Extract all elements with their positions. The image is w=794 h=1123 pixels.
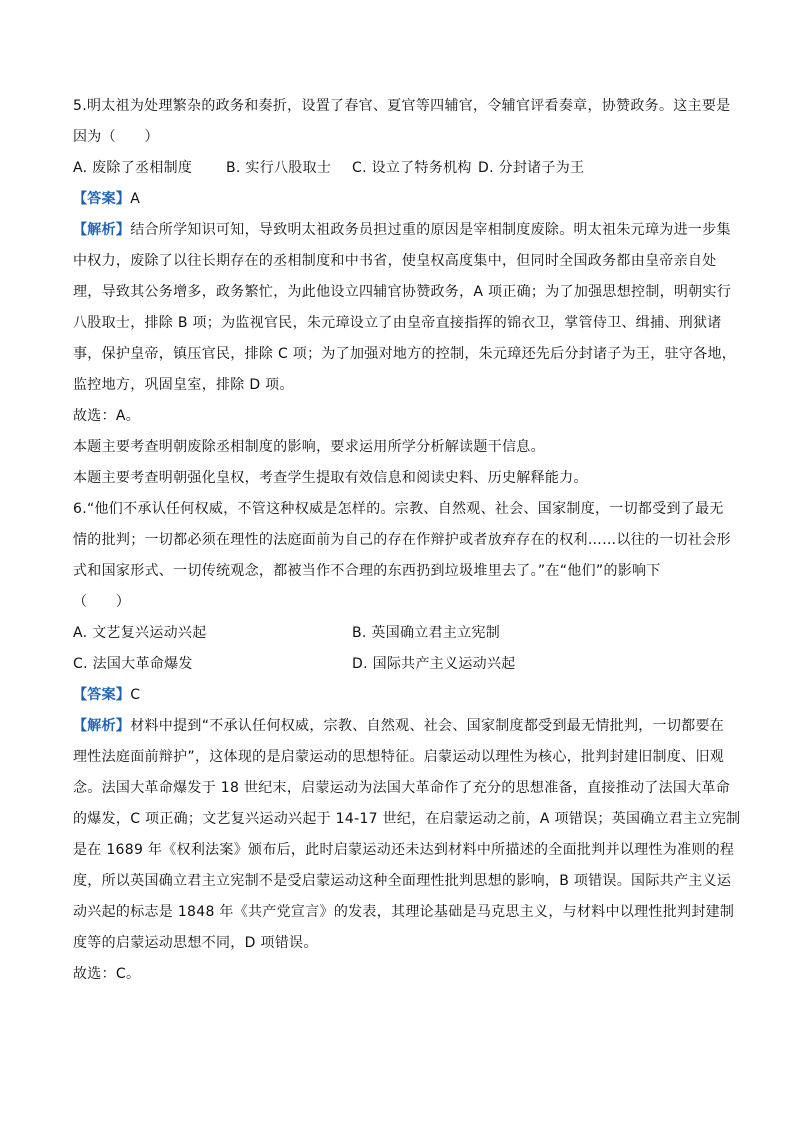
q5-analysis-tag: 【解析】 — [73, 222, 131, 238]
q6-option-b: B. 英国确立君主立宪制 — [352, 625, 501, 641]
q5-analysis-line-6: 监控地方，巩固皇室，排除 D 项。 — [73, 377, 294, 393]
q5-stem-line-1: 5.明太祖为处理繁杂的政务和奏折，设置了春官、夏官等四辅官，令辅官评看奏章，协赞政务。这主要是 — [73, 98, 731, 114]
q5-analysis-line-1: 【解析】结合所学知识可知，导致明太祖政务员担过重的原因是宰相制度废除。明太祖朱元璋为进一步集 — [73, 222, 731, 238]
q5-answer-value: A — [130, 191, 141, 207]
q5-option-d: D. 分封诸子为王 — [478, 160, 585, 176]
q6-analysis-line-2: 理性法庭面前辩护”，这体现的是启蒙运动的思想特征。启蒙运动以理性为核心，批判封建旧制度、旧观 — [73, 749, 725, 765]
q6-answer — [73, 685, 723, 705]
q6-conclusion: 故选：C。 — [73, 966, 141, 982]
q6-stem-line-2: 情的批判；一切都必须在理性的法庭面前为自己的存在作辩护或者放弃存在的权利……以往的一切社会形 — [73, 532, 731, 548]
q5-analysis-line-5: 事，保护皇帝，镇压官民，排除 C 项；为了加强对地方的控制，朱元璋还先后分封诸子为王，驻守各地， — [73, 346, 737, 362]
q6-analysis-line-3: 念。法国大革命爆发于 18 世纪末，启蒙运动为法国大革命作了充分的思想准备，直接推动了法国大革命 — [73, 780, 731, 796]
q6-option-c: C. 法国大革命爆发 — [73, 656, 193, 672]
q5-options — [73, 158, 723, 178]
q6-answer-value: C — [130, 687, 141, 703]
q6-answer-tag: 【答案】 — [73, 687, 131, 703]
q6-option-a: A. 文艺复兴运动兴起 — [73, 625, 207, 641]
q6-analysis-line-7: 动兴起的标志是 1848 年《共产党宣言》的发表，其理论基础是马克思主义，与材料中以理性批判封建制 — [73, 904, 735, 920]
q6-option-d: D. 国际共产主义运动兴起 — [352, 656, 516, 672]
q6-stem-line-3: 式和国家形式、一切传统观念，都被当作不合理的东西扔到垃圾堆里去了。”在“他们”的影响下 — [73, 563, 661, 579]
q6-analysis-line-4: 的爆发，C 项正确；文艺复兴运动兴起于 14-17 世纪，在启蒙运动之前，A 项错误；英国确立君主立宪制 — [73, 811, 741, 827]
q5-answer-tag: 【答案】 — [73, 191, 131, 207]
q6-analysis-line-6: 度，所以英国确立君主立宪制不是受启蒙运动这种全面理性批判思想的影响，B 项错误。国际共产主义运 — [73, 873, 732, 889]
q6-stem-line-1: 6.“他们不承认任何权威，不管这种权威是怎样的。宗教、自然观、社会、国家制度，一切都受到了最无 — [73, 501, 724, 517]
q5-note-2: 本题主要考查明朝强化皇权，考查学生提取有效信息和阅读史料、历史解释能力。 — [73, 470, 588, 486]
q5-conclusion: 故选：A。 — [73, 408, 141, 424]
q5-option-b: B. 实行八股取士 — [226, 160, 332, 176]
q5-analysis-line-2: 中权力，废除了以往长期存在的丞相制度和中书省，使皇权高度集中，但同时全国政务都由皇帝亲自处 — [73, 253, 717, 269]
document-page — [73, 96, 741, 984]
q5-option-c: C. 设立了特务机构 — [352, 160, 472, 176]
q6-analysis-line-8: 度等的启蒙运动思想不同，D 项错误。 — [73, 935, 318, 951]
q6-analysis-line-1: 【解析】材料中提到“不承认任何权威，宗教、自然观、社会、国家制度都受到最无情批判，一切都要在 — [73, 718, 725, 734]
q5-analysis-line-4: 八股取士，排除 B 项；为监视官民，朱元璋设立了由皇帝直接指挥的锦衣卫，掌管侍卫、缉捕、刑狱诸 — [73, 315, 722, 331]
q5-stem-line-2: 因为（ ） — [73, 129, 159, 145]
q6-stem-line-4: （ ） — [73, 594, 131, 610]
q5-analysis-line-3: 理，导致其公务增多，政务繁忙，为此他设立四辅官协赞政务，A 项正确；为了加强思想控制，明朝实行 — [73, 284, 732, 300]
q6-analysis-tag: 【解析】 — [73, 718, 131, 734]
q6-options-row-1 — [73, 623, 723, 643]
q5-option-a: A. 废除了丞相制度 — [73, 160, 193, 176]
q5-answer — [73, 189, 723, 209]
q5-note-1: 本题主要考查明朝废除丞相制度的影响，要求运用所学分析解读题干信息。 — [73, 439, 545, 455]
q6-options-row-2 — [73, 654, 723, 674]
q6-analysis-line-5: 是在 1689 年《权利法案》颁布后，此时启蒙运动还未达到材料中所描述的全面批判并以理性为准则的程 — [73, 842, 735, 858]
